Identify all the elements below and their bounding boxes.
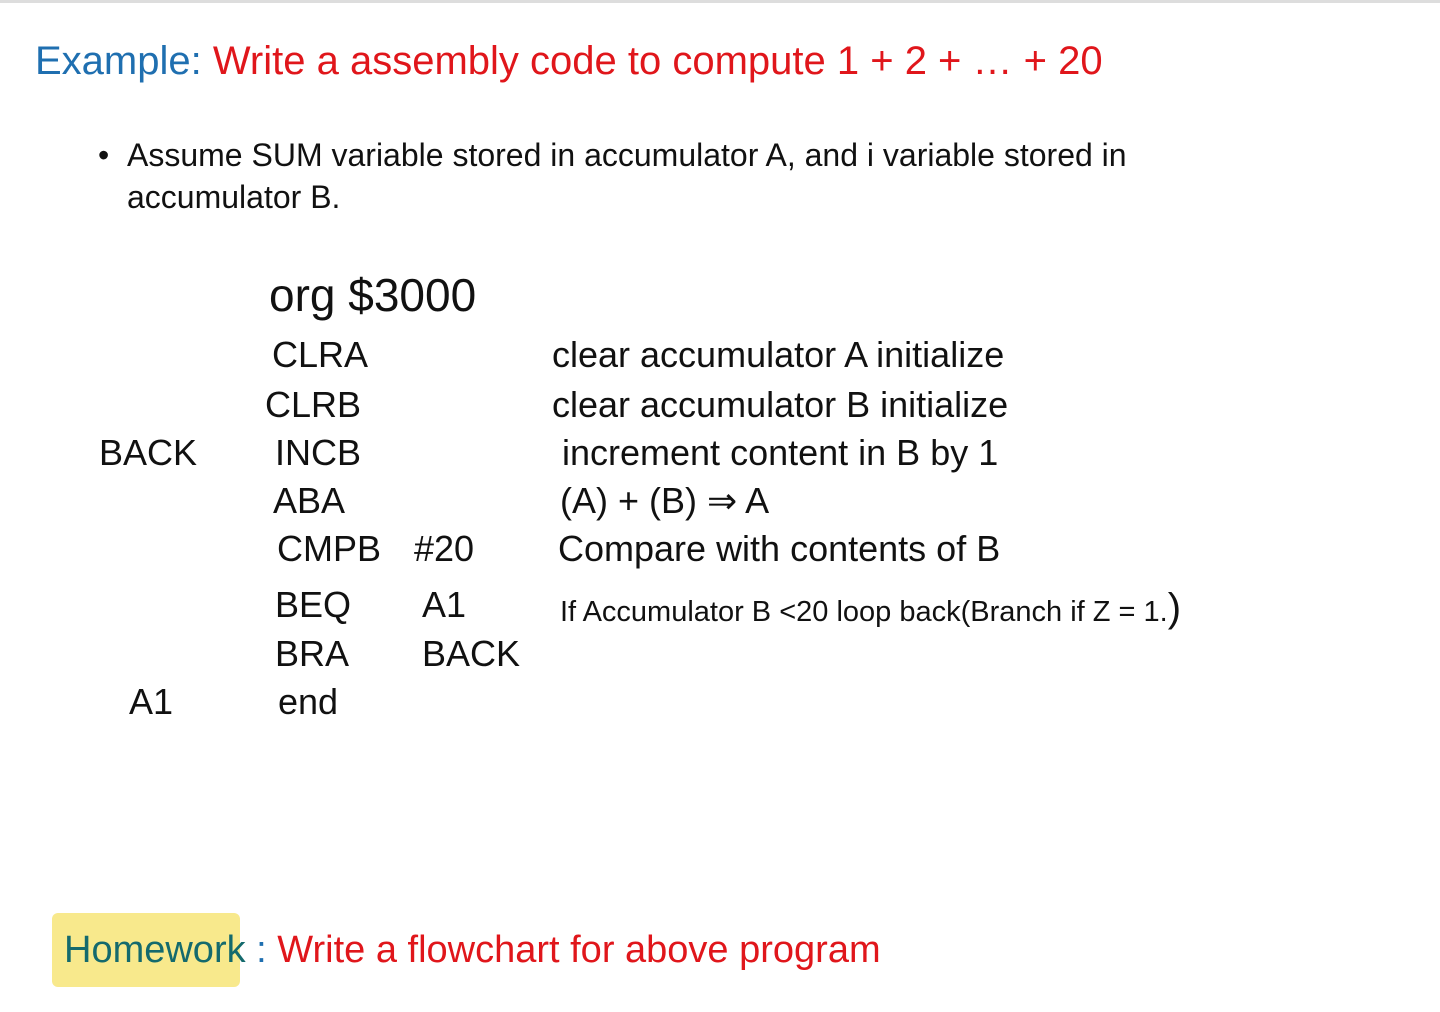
bullet-dot-icon: • — [98, 137, 110, 173]
homework-separator: : — [245, 929, 278, 971]
code-operand-bra: BACK — [422, 633, 521, 674]
code-op-clrb: CLRB — [265, 384, 362, 425]
code-op-bra: BRA — [275, 633, 350, 674]
title-text: Write a assembly code to compute 1 + 2 + … + 20 — [212, 39, 1103, 83]
homework-text: Write a flowchart for above program — [277, 929, 881, 971]
code-comment-clra: clear accumulator A initialize — [552, 334, 1005, 375]
code-comment-clrb: clear accumulator B initialize — [552, 384, 1009, 425]
top-divider — [0, 0, 1440, 3]
code-op-clra: CLRA — [272, 334, 369, 375]
code-comment-beq-text: If Accumulator B <20 loop back(Branch if Z = 1. — [560, 596, 1168, 628]
code-comment-beq — [560, 588, 1181, 632]
code-label-a1: A1 — [129, 681, 174, 722]
code-op-aba: ABA — [273, 480, 346, 521]
code-comment-cmpb: Compare with contents of B — [558, 528, 1001, 569]
code-org: org $3000 — [269, 269, 477, 321]
homework-line — [52, 913, 881, 987]
code-close-paren: ) — [1167, 586, 1182, 630]
code-operand-cmpb: #20 — [414, 528, 475, 569]
homework-label: Homework — [64, 929, 246, 971]
code-label-back: BACK — [99, 432, 198, 473]
bullet-text: Assume SUM variable stored in accumulator A, and i variable stored in accumulator B. — [127, 137, 1127, 215]
code-operand-beq: A1 — [422, 584, 467, 625]
code-op-beq: BEQ — [275, 584, 352, 625]
code-op-end: end — [278, 681, 339, 722]
title-label: Example: — [35, 39, 202, 83]
code-op-cmpb: CMPB — [277, 528, 382, 569]
bullet-point — [98, 134, 1278, 218]
code-comment-incb: increment content in B by 1 — [562, 432, 999, 473]
code-op-incb: INCB — [275, 432, 362, 473]
slide-title — [35, 38, 1103, 84]
code-comment-aba: (A) + (B) ⇒ A — [560, 480, 770, 521]
